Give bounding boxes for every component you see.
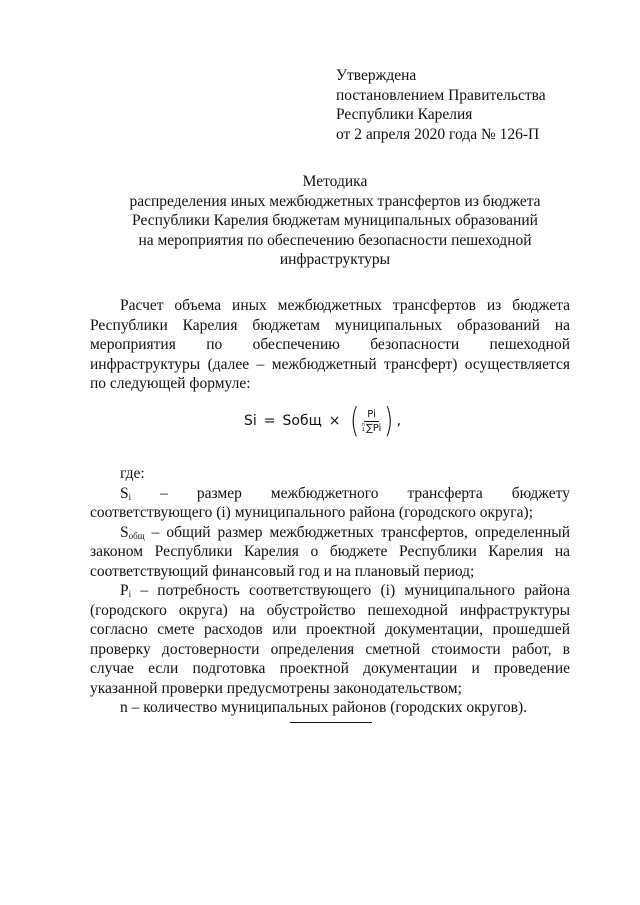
title-line: Республики Карелия бюджетам муниципальных образований: [132, 212, 538, 229]
sum-upper: n: [361, 422, 365, 428]
formula-equals: =: [263, 413, 276, 429]
title-line: инфраструктуры: [279, 251, 391, 268]
def-symbol: S: [120, 523, 129, 541]
approval-line: от 2 апреля 2020 года № 126-П: [336, 125, 540, 143]
right-paren: ): [384, 401, 394, 441]
left-paren: (: [349, 401, 359, 441]
fraction-denominator: [362, 422, 382, 434]
title-line: на мероприятия по обеспечению безопасности пешеходной: [138, 231, 532, 249]
intro-paragraph: [90, 296, 570, 394]
approval-line: Утверждена: [336, 67, 417, 84]
formula-lhs: Si: [244, 413, 257, 429]
formula: [244, 398, 401, 444]
def-symbol: P: [120, 582, 129, 599]
approval-line: постановлением Правительства: [336, 86, 546, 104]
def-symbol: S: [120, 484, 129, 502]
def-subscript: i: [128, 491, 132, 502]
intro-text: Расчет объема иных межбюджетных трансфертов из бюджета Республики Карелия бюджетам муниципальных образований на мероприятия по обеспечению безопасности пешеходной инфраструктуры (далее – межбюджетный трансферт) осуществляется по следующей формуле:: [90, 297, 570, 392]
def-subscript: общ: [128, 530, 145, 541]
sum-lower: 1: [361, 427, 365, 433]
formula-total: Sобщ: [282, 413, 322, 429]
def-text: – размер межбюджетного трансферта бюджету соответствующего (i) муниципального района (городского округа);: [90, 484, 570, 521]
approval-line: Республики Карелия: [336, 106, 473, 123]
def-subscript: i: [128, 589, 132, 599]
fraction-numerator: Pi: [364, 409, 379, 422]
title-line: Методика: [302, 173, 368, 190]
closing-divider: [290, 722, 372, 723]
sum-symbol: ∑: [365, 422, 373, 434]
document-title: [80, 172, 590, 270]
def-text: n – количество муниципальных районов (городских округов).: [120, 699, 528, 716]
title-line: распределения иных межбюджетных трансфертов из бюджета: [129, 192, 541, 210]
sum-term: Pi: [372, 422, 382, 434]
definition-s-i: [90, 484, 570, 523]
definition-n: [90, 698, 570, 718]
definitions: [90, 464, 570, 718]
formula-comma: ,: [396, 413, 402, 429]
def-text: – потребность соответствующего (i) муниципального района (городского округа) на обустройство пешеходной инфраструктуры согласно смете расходов или проектной документации, прошедшей проверку достоверности определения сметной стоимости работ, в случае если подготовка проектной документации и проведение указанной проверки предусмотрены законодательством;: [90, 582, 570, 697]
definition-p-i: [90, 581, 570, 698]
approval-block: [336, 66, 546, 144]
where-label: где:: [120, 465, 145, 482]
def-text: – общий размер межбюджетных трансфертов, определенный законом Республики Карелия о бюджете Республики Карелия на соответствующий финансовый год и на плановый период;: [90, 523, 570, 580]
sum-limits: [362, 423, 365, 433]
formula-fraction: [362, 409, 382, 434]
definition-s-total: [90, 523, 570, 582]
formula-times: ×: [328, 413, 341, 429]
